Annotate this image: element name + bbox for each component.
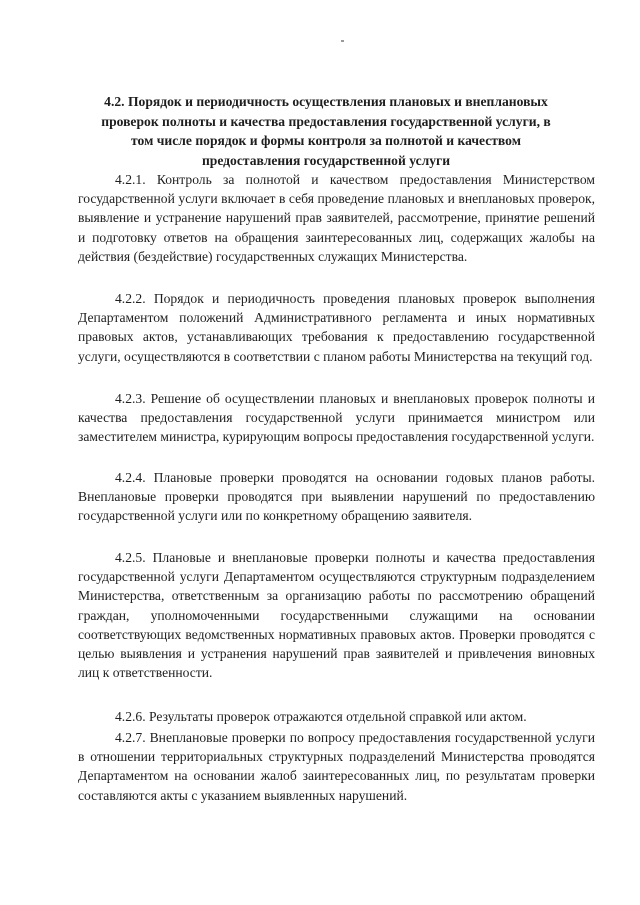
heading-line: том числе порядок и формы контроля за полнотой и качеством	[131, 133, 521, 148]
paragraph-4-2-7: 4.2.7. Внеплановые проверки по вопросу предоставления государственной услуги в отношении территориальных структурных подразделений Министерства проводятся Департаментом на основании жалоб заинтересованных лиц, по результатам проверки составляются акты с указанием выявленных нарушений.	[78, 730, 595, 803]
heading-line: предоставления государственной услуги	[201, 152, 451, 168]
scan-speck	[341, 40, 344, 42]
heading-line: 4.2. Порядок и периодичность осуществления плановых и внеплановых	[104, 94, 548, 109]
paragraph-4-2-5: 4.2.5. Плановые и внеплановые проверки полноты и качества предоставления государственной услуги Департаментом осуществляются структурным подразделением Министерства, ответственным за организацию работы по рассмотрению обращений граждан, уполномоченными государственными служащими на основании соответствующих ведомственных нормативных правовых актов. Проверки проводятся с целью выявления и устранения нарушений прав заявителей и привлечения виновных лиц к ответственности.	[78, 550, 595, 681]
paragraph-4-2-4: 4.2.4. Плановые проверки проводятся на основании годовых планов работы. Внеплановые проверки проводятся при выявлении нарушений по предоставлению государственной услуги или по конкретному обращению заявителя.	[78, 470, 595, 524]
section-heading	[86, 92, 566, 170]
paragraph-4-2-6: 4.2.6. Результаты проверок отражаются отдельной справкой или актом.	[115, 709, 527, 724]
paragraph-4-2-2: 4.2.2. Порядок и периодичность проведения плановых проверок выполнения Департаментом положений Административного регламента и иных нормативных правовых актов, устанавливающих требования к предоставлению государственной услуги, осуществляются в соответствии с планом работы Министерства на текущий год.	[78, 291, 595, 364]
paragraph-4-2-3: 4.2.3. Решение об осуществлении плановых и внеплановых проверок полноты и качества предоставления государственной услуги принимается министром или заместителем министра, курирующим вопросы предоставления государственной услуги.	[78, 391, 595, 445]
paragraph-4-2-1: 4.2.1. Контроль за полнотой и качеством предоставления Министерством государственной услуги включает в себя проведение плановых и внеплановых проверок, выявление и устранение нарушений прав заявителей, рассмотрение, принятие решений и подготовку ответов на обращения заинтересованных лиц, содержащих жалобы на действия (бездействие) государственных служащих Министерства.	[78, 172, 595, 264]
heading-line: проверок полноты и качества предоставления государственной услуги, в	[101, 113, 551, 129]
